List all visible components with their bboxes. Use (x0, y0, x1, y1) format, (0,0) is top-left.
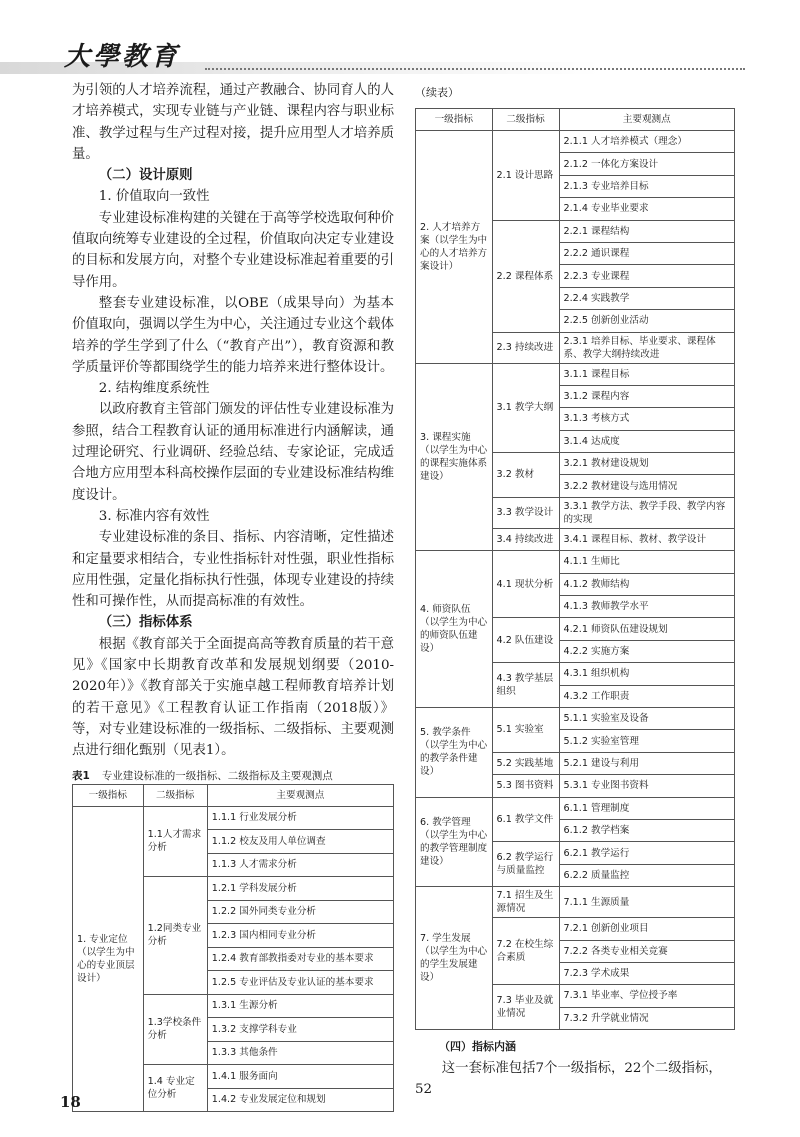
level2-indicator-cell: 5.2 实践基地 (492, 752, 559, 774)
observation-point-cell: 7.2.3 学术成果 (559, 962, 734, 984)
indicator-table-part2 (415, 108, 735, 1030)
observation-point-cell: 7.2.2 各类专业相关竞赛 (559, 940, 734, 962)
table-row (73, 806, 394, 830)
table-header-row (416, 109, 735, 131)
level2-indicator-cell: 2.2 课程体系 (492, 220, 559, 332)
table-row (416, 363, 735, 385)
observation-point-cell: 1.4.1 服务面向 (207, 1065, 393, 1089)
index-system-para: 根据《教育部关于全面提高高等教育质量的若干意见》《国家中长期教育改革和发展规划纲要（2010-2020年）》《教育部关于实施卓越工程师教育培养计划的若干意见》《工程教育认证工作指南（2018版）》等，对专业建设标准的一级指标、二级指标、主要观测点进行细化甄别（见表1）。 (72, 636, 394, 759)
observation-point-cell: 4.1.3 教师教学水平 (559, 596, 734, 618)
left-column (72, 80, 394, 1112)
table-row (416, 131, 735, 153)
level2-indicator-cell: 5.3 图书资料 (492, 775, 559, 797)
observation-point-cell: 7.3.1 毕业率、学位授予率 (559, 985, 734, 1007)
observation-point-cell: 6.2.2 质量监控 (559, 864, 734, 886)
page-number: 18 (60, 1093, 81, 1111)
observation-point-cell: 3.4.1 课程目标、教材、教学设计 (559, 528, 734, 550)
observation-point-cell: 3.2.1 教材建设规划 (559, 453, 734, 475)
observation-point-cell: 3.1.1 课程目标 (559, 363, 734, 385)
level2-indicator-cell: 2.3 持续改进 (492, 332, 559, 363)
observation-point-cell: 1.2.4 教育部教指委对专业的基本要求 (207, 947, 393, 971)
principle-2-title: 2. 结构维度系统性 (98, 381, 210, 397)
observation-point-cell: 2.2.4 实践教学 (559, 287, 734, 309)
observation-point-cell: 1.1.2 校友及用人单位调查 (207, 830, 393, 854)
index-system-heading: （三）指标体系 (98, 615, 193, 631)
header-observation: 主要观测点 (207, 784, 393, 806)
observation-point-cell: 1.3.2 支撑学科专业 (207, 1018, 393, 1042)
observation-point-cell: 4.1.2 教师结构 (559, 573, 734, 595)
observation-point-cell: 2.2.2 通识课程 (559, 242, 734, 264)
observation-point-cell: 6.1.1 管理制度 (559, 797, 734, 819)
table-header-row (73, 784, 394, 806)
level1-indicator-cell: 3. 课程实施（以学生为中心的课程实施体系建设） (416, 363, 493, 551)
level2-indicator-cell: 1.4 专业定位分析 (143, 1065, 207, 1112)
observation-point-cell: 2.2.1 课程结构 (559, 220, 734, 242)
table-continued-label: （续表） (415, 86, 459, 99)
table-row (416, 797, 735, 819)
level2-indicator-cell: 6.2 教学运行与质量监控 (492, 842, 559, 887)
table-caption (72, 768, 394, 784)
observation-point-cell: 5.1.2 实验室管理 (559, 730, 734, 752)
observation-point-cell: 1.3.1 生源分析 (207, 994, 393, 1018)
observation-point-cell: 4.3.2 工作职责 (559, 685, 734, 707)
level2-indicator-cell: 1.1人才需求分析 (143, 806, 207, 877)
indicator-table-part1 (72, 784, 394, 1113)
level2-indicator-cell: 2.1 设计思路 (492, 131, 559, 221)
principle-1-para-a: 专业建设标准构建的关键在于高等学校选取何种价值取向统筹专业建设的全过程，价值取向决定专业建设的目标和发展方向，对整个专业建设标准起着重要的引导作用。 (72, 210, 394, 290)
table-row (416, 707, 735, 729)
principle-3-para: 专业建设标准的条目、指标、内容清晰，定性描述和定量要求相结合，专业性指标针对性强，职业性指标应用性强，定量化指标执行性强，体现专业建设的持续性和可操作性，从而提高标准的有效性。 (72, 530, 394, 610)
level2-indicator-cell: 1.2同类专业分析 (143, 877, 207, 995)
table-title: 专业建设标准的一级指标、二级指标及主要观测点 (101, 769, 333, 782)
table-row (416, 551, 735, 573)
observation-point-cell: 4.1.1 生师比 (559, 551, 734, 573)
observation-point-cell: 5.3.1 专业图书资料 (559, 775, 734, 797)
header-level1: 一级指标 (73, 784, 144, 806)
intro-paragraph: 为引领的人才培养流程，通过产教融合、协同育人的人才培养模式，实现专业链与产业链、课程内容与职业标准、教学过程与生产过程对接，提升应用型人才培养质量。 (72, 83, 394, 162)
observation-point-cell: 2.1.3 专业培养目标 (559, 175, 734, 197)
right-column (415, 80, 735, 1100)
observation-point-cell: 3.1.2 课程内容 (559, 385, 734, 407)
connotation-para: 这一套标准包括7个一级指标，22个二级指标，52 (415, 1061, 722, 1098)
table-number: 表1 (72, 769, 90, 782)
level2-indicator-cell: 4.3 教学基层组织 (492, 663, 559, 708)
observation-point-cell: 2.1.1 人才培养模式（理念） (559, 131, 734, 153)
level2-indicator-cell: 7.2 在校生综合素质 (492, 918, 559, 985)
observation-point-cell: 7.1.1 生源质量 (559, 887, 734, 918)
level2-indicator-cell: 7.1 招生及生源情况 (492, 887, 559, 918)
observation-point-cell: 2.1.2 一体化方案设计 (559, 153, 734, 175)
level2-indicator-cell: 7.3 毕业及就业情况 (492, 985, 559, 1030)
level1-indicator-cell: 7. 学生发展（以学生为中心的学生发展建设） (416, 887, 493, 1030)
header-level1: 一级指标 (416, 109, 493, 131)
observation-point-cell: 5.1.1 实验室及设备 (559, 707, 734, 729)
observation-point-cell: 3.1.3 考核方式 (559, 408, 734, 430)
observation-point-cell: 3.2.2 教材建设与选用情况 (559, 475, 734, 497)
level1-indicator-cell: 6. 教学管理（以学生为中心的教学管理制度建设） (416, 797, 493, 887)
observation-point-cell: 4.2.2 实施方案 (559, 640, 734, 662)
observation-point-cell: 4.3.1 组织机构 (559, 663, 734, 685)
observation-point-cell: 6.1.2 教学档案 (559, 819, 734, 841)
level2-indicator-cell: 3.1 教学大纲 (492, 363, 559, 453)
observation-point-cell: 1.2.2 国外同类专业分析 (207, 900, 393, 924)
observation-point-cell: 1.1.3 人才需求分析 (207, 853, 393, 877)
level1-indicator-cell: 5. 教学条件（以学生为中心的教学条件建设） (416, 707, 493, 797)
header-observation: 主要观测点 (559, 109, 734, 131)
level2-indicator-cell: 5.1 实验室 (492, 707, 559, 752)
table-row (416, 887, 735, 918)
level1-indicator-cell: 1. 专业定位（以学生为中心的专业顶层设计） (73, 806, 144, 1112)
level2-indicator-cell: 3.4 持续改进 (492, 528, 559, 550)
observation-point-cell: 2.2.3 专业课程 (559, 265, 734, 287)
principle-2-para: 以政府教育主管部门颁发的评估性专业建设标准为参照，结合工程教育认证的通用标准进行内涵解读，通过理论研究、行业调研、经验总结、专家论证，完成适合地方应用型本科高校操作层面的专业建设标准结构维度设计。 (72, 402, 394, 503)
observation-point-cell: 1.4.2 专业发展定位和规划 (207, 1088, 393, 1112)
observation-point-cell: 1.2.1 学科发展分析 (207, 877, 393, 901)
observation-point-cell: 7.3.2 升学就业情况 (559, 1007, 734, 1029)
observation-point-cell: 1.2.5 专业评估及专业认证的基本要求 (207, 971, 393, 995)
observation-point-cell: 6.2.1 教学运行 (559, 842, 734, 864)
level2-indicator-cell: 4.1 现状分析 (492, 551, 559, 618)
observation-point-cell: 1.3.3 其他条件 (207, 1041, 393, 1065)
level2-indicator-cell: 6.1 教学文件 (492, 797, 559, 842)
observation-point-cell: 7.2.1 创新创业项目 (559, 918, 734, 940)
journal-logo: 大學教育 (64, 42, 181, 72)
level2-indicator-cell: 3.3 教学设计 (492, 497, 559, 528)
header-level2: 二级指标 (143, 784, 207, 806)
observation-point-cell: 3.3.1 教学方法、教学手段、教学内容的实现 (559, 497, 734, 528)
principle-1-para-b: 整套专业建设标准，以OBE（成果导向）为基本价值取向，强调以学生为中心，关注通过专业这个载体培养的学生学到了什么（“教育产出”），教育资源和教学质量评价等都围绕学生的能力培养来进行整体设计。 (72, 295, 394, 375)
design-principles-heading: （二）设计原则 (98, 168, 193, 184)
level1-indicator-cell: 2. 人才培养方案（以学生为中心的人才培养方案设计） (416, 131, 493, 364)
observation-point-cell: 1.1.1 行业发展分析 (207, 806, 393, 830)
connotation-heading: （四）指标内涵 (439, 1040, 516, 1054)
observation-point-cell: 1.2.3 国内相同专业分析 (207, 924, 393, 948)
observation-point-cell: 3.1.4 达成度 (559, 430, 734, 452)
level1-indicator-cell: 4. 师资队伍（以学生为中心的师资队伍建设） (416, 551, 493, 708)
masthead-dotted-rule (205, 68, 745, 70)
observation-point-cell: 5.2.1 建设与利用 (559, 752, 734, 774)
masthead (0, 0, 800, 80)
principle-1-title: 1. 价值取向一致性 (98, 189, 210, 205)
level2-indicator-cell: 3.2 教材 (492, 453, 559, 498)
observation-point-cell: 4.2.1 师资队伍建设规划 (559, 618, 734, 640)
observation-point-cell: 2.2.5 创新创业活动 (559, 310, 734, 332)
observation-point-cell: 2.3.1 培养目标、毕业要求、课程体系、教学大纲持续改进 (559, 332, 734, 363)
level2-indicator-cell: 4.2 队伍建设 (492, 618, 559, 663)
header-level2: 二级指标 (492, 109, 559, 131)
principle-3-title: 3. 标准内容有效性 (98, 508, 210, 524)
level2-indicator-cell: 1.3学校条件分析 (143, 994, 207, 1065)
observation-point-cell: 2.1.4 专业毕业要求 (559, 198, 734, 220)
